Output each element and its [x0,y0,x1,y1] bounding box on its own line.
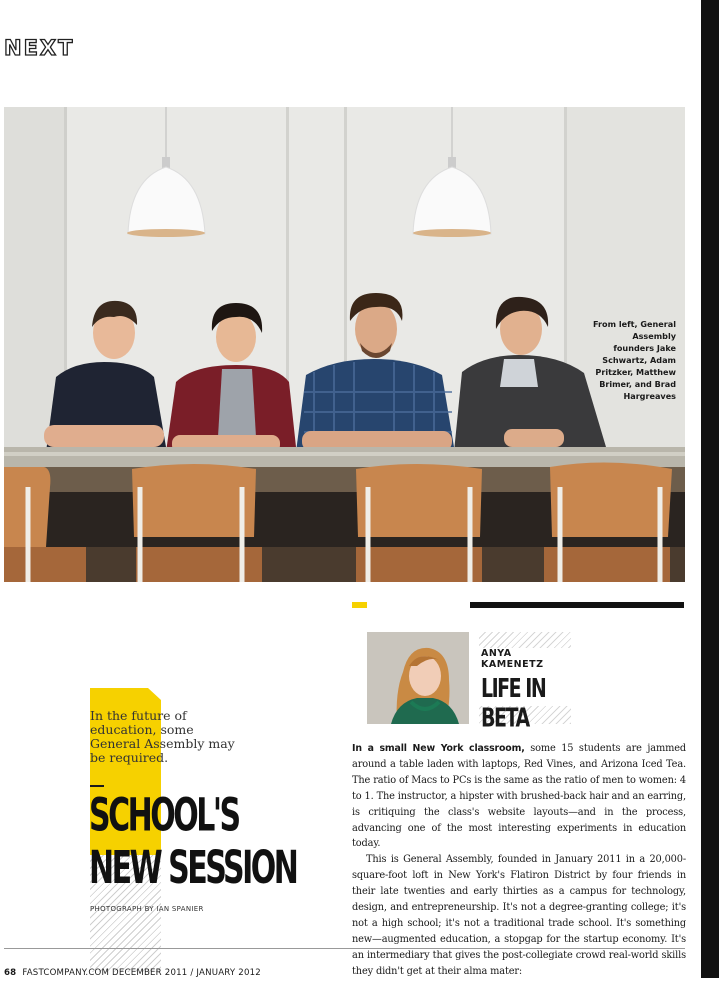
paragraph-1-text: some 15 students are jammed around a table laden with laptops, Red Vines, and Arizona Iced Tea. The ratio of Macs to PCs is the same as the ratio of men to women: 4 to 1. The instructor, a hipster with brushed-back hair and an earring, is critiquing the class's website layouts—and in the process, advancing one of the most interesting experiments in education today. [352,743,686,850]
article-headline [89,790,296,895]
column-rule [470,602,684,608]
paragraph-2: This is General Assembly, founded in January 2011 in a 20,000-square-foot loft in New York's Flatiron District by four friends in their late twenties and early thirties as a campus for technology, design, and entrepreneurship. It's not a degree-granting college; it's not a high school; it's not a traditional trade school. It's something new—augmented education, a stopgap for the startup economy. It's an intermediary that gives the post-collegiate crowd real-world skills they didn't get at their alma mater: [352,854,686,977]
dek-rule [90,785,104,787]
folio [4,968,261,978]
publication-line: FASTCOMPANY.COM DECEMBER 2011 / JANUARY 2012 [22,968,261,978]
headline-line-1: SCHOOL'S [89,790,239,843]
photo-credit: PHOTOGRAPH BY IAN SPANIER [90,905,204,913]
section-label: NEXT [4,36,75,60]
column-byline [479,632,571,734]
page-edge-bar [701,0,719,978]
headline-line-2: NEW SESSION [89,842,297,895]
article-body [352,741,686,980]
paragraph-1 [352,741,686,852]
article-dek: In the future of education, some General Assembly may be required. [90,708,235,765]
photo-caption: From left, General Assembly founders Jake Schwartz, Adam Pritzker, Matthew Brimer, and Brad Hargreaves [593,319,676,401]
column-title: LIFE IN BETA [481,674,546,734]
byline-panel [479,648,571,734]
hero-photo [4,107,685,582]
author-photo [367,632,469,724]
lead-in: In a small New York classroom, [352,743,525,754]
footer-rule [4,948,685,949]
page-number: 68 [4,968,17,978]
author-name: ANYA KAMENETZ [481,648,544,670]
accent-tab [352,602,367,608]
